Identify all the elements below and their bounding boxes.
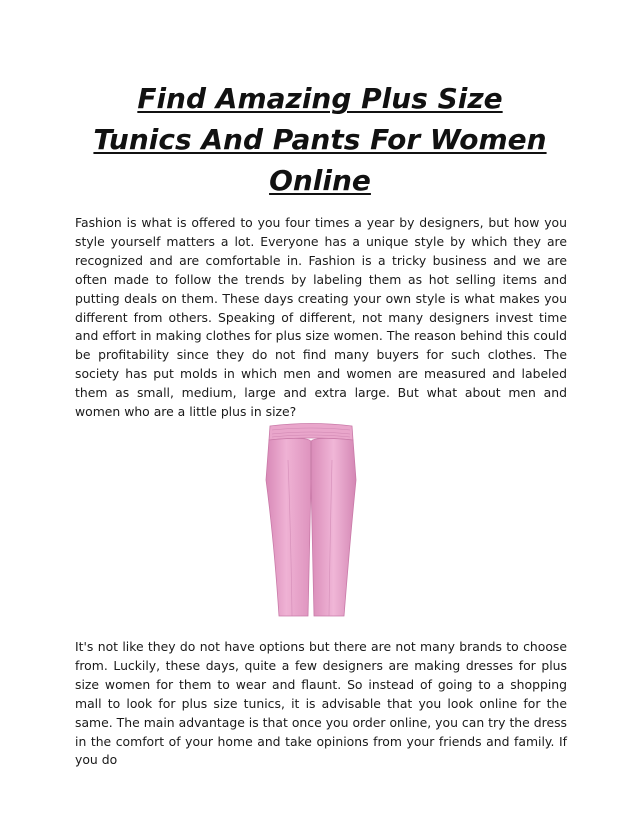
body-paragraph: Fashion is what is offered to you four times a year by designers, but how you style yourself matters a lot. Everyone has a unique style by which they are recognized and are comfortable in. Fashion is a tricky business and we are often made to follow the trends by labeling them as hot selling items and putting deals on them. These days creating your own style is what makes you different from others. Speaking of different, not many designers invest time and effort in making clothes for plus size women. The reason behind this could be profitability since they do not find many buyers for such clothes. The society has put molds in which men and women are measured and labeled them as small, medium, large and extra large. But what about men and women who are a little plus in size? — [75, 215, 567, 420]
title-line: Online — [269, 164, 371, 197]
page-title — [70, 78, 570, 201]
pants-right-leg — [311, 438, 356, 616]
title-line: Tunics And Pants For Women — [93, 123, 547, 156]
pants-illustration — [256, 420, 366, 620]
pink-pants-image — [256, 420, 366, 620]
title-line: Find Amazing Plus Size — [137, 82, 503, 115]
body-paragraph: It's not like they do not have options but there are not many brands to choose from. Luckily, these days, quite a few designers are making dresses for plus size women for them to wear and flaunt. So instead of going to a shopping mall to look for plus size tunics, it is advisable that you look online for the same. The main advantage is that once you order online, you can try the dress in the comfort of your home and take opinions from your friends and family. If you do — [75, 639, 567, 768]
